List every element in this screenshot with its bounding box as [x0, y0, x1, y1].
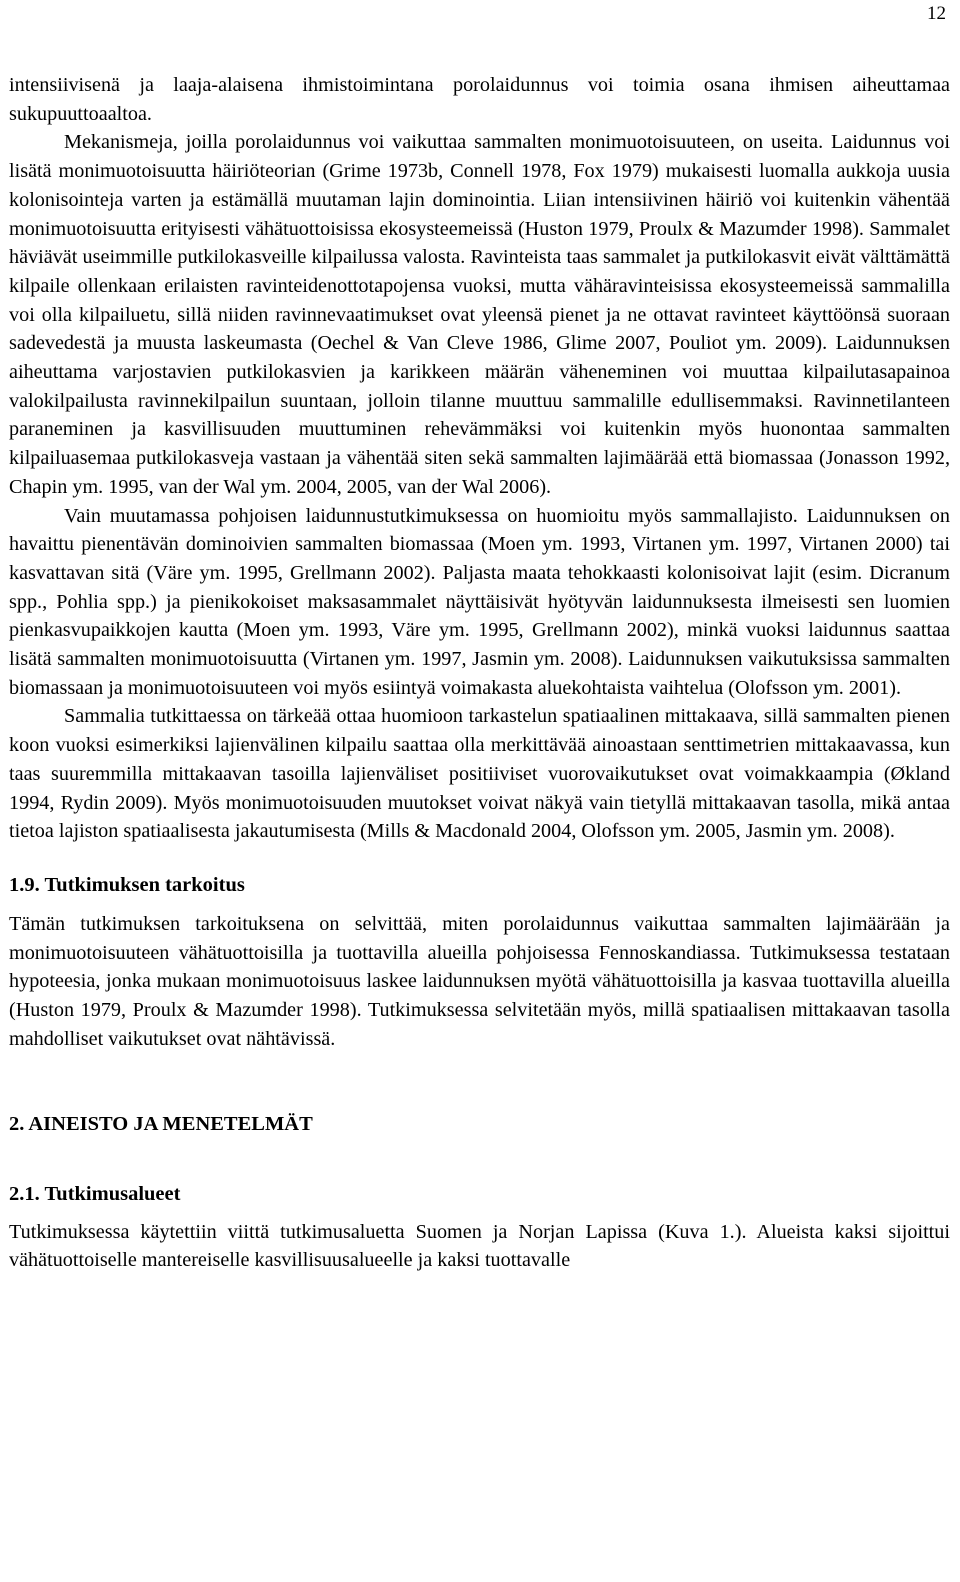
document-body [9, 71, 950, 1275]
paragraph-study-areas: Tutkimuksessa käytettiin viittä tutkimusaluetta Suomen ja Norjan Lapissa (Kuva 1.). Alueista kaksi sijoittui vähätuottoiselle mantereiselle kasvillisuusalueelle ja kaksi tuottavalle [9, 1220, 950, 1272]
page-number: 12 [927, 3, 946, 24]
paragraph-northern-studies: Vain muutamassa pohjoisen laidunnustutkimuksessa on huomioitu myös sammallajisto. Laidunnuksen on havaittu pienentävän dominoivien sammalten biomassaa (Moen ym. 1993, Virtanen ym. 1997, Virtanen 2000) tai kasvattavan sitä (Väre ym. 1995, Grellmann 2002). Paljasta maata tehokkaasti kolonisoivat lajit (esim. Dicranum spp., Pohlia spp.) ja pienikokoiset maksasammalet näyttäisivät hyötyvän laidunnuksesta ilmeisesti sen luomien pienkasvupaikkojen kautta (Moen ym. 1993, Väre ym. 1995, Grellmann 2002), minkä vuoksi laidunnus saattaa lisätä sammalten monimuotoisuutta (Virtanen ym. 1997, Jasmin ym. 2008). Laidunnuksen vaikutuksissa sammalten biomassaan ja monimuotoisuuteen voi myös esiintyä voimakasta aluekohtaista vaihtelua (Olofsson ym. 2001). [9, 504, 950, 699]
paragraph-extinction: intensiivisenä ja laaja-alaisena ihmistoimintana porolaidunnus voi toimia osana ihmisen aiheuttamaa sukupuuttoaaltoa. [9, 74, 950, 125]
paragraph-spatial-scale: Sammalia tutkittaessa on tärkeää ottaa huomioon tarkastelun spatiaalinen mittakaava, sillä sammalten pienen koon vuoksi esimerkiksi lajienvälinen kilpailu saattaa olla merkittävää ainoastaan senttimetrien mittakaavassa, kun taas suuremmilla mittakaavan tasoilla lajienväliset positiiviset vuorovaikutukset ovat voimakkaampia (Økland 1994, Rydin 2009). Myös monimuotoisuuden muutokset voivat näkyä vain tietyllä mittakaavan tasolla, mikä antaa tietoa lajiston spatiaalisesta jakautumisesta (Mills & Macdonald 2004, Olofsson ym. 2005, Jasmin ym. 2008). [9, 705, 950, 843]
chapter-heading-2: 2. AINEISTO JA MENETELMÄT [9, 1112, 313, 1135]
paragraph-study-purpose: Tämän tutkimuksen tarkoituksena on selvittää, miten porolaidunnus vaikuttaa sammalten lajimäärään ja monimuotoisuuteen vähätuottoisilla ja tuottavilla alueilla pohjoisessa Fennoskandiassa. Tutkimuksessa testataan hypoteesia, jonka mukaan monimuotoisuus laskee laidunnuksen myötä vähätuottoisilla ja kasvaa tuottavilla alueilla (Huston 1979, Proulx & Mazumder 1998). Tutkimuksessa selvitetään myös, millä spatiaalisen mittakaavan tasolla mahdolliset vaikutukset ovat nähtävissä. [9, 912, 950, 1050]
section-heading-2-1: 2.1. Tutkimusalueet [9, 1182, 181, 1205]
paragraph-mechanisms: Mekanismeja, joilla porolaidunnus voi vaikuttaa sammalten monimuotoisuuteen, on useita. Laidunnus voi lisätä monimuotoisuutta häiriöteorian (Grime 1973b, Connell 1978, Fox 1979) mukaisesti luomalla aukkoja uusia kolonisointeja varten ja estämällä muutaman lajin dominointia. Liian intensiivinen häiriö voi kuitenkin vähentää monimuotoisuutta erityisesti vähätuottoisissa ekosysteemeissä (Huston 1979, Proulx & Mazumder 1998). Sammalet häviävät useimmille putkilokasveille kilpailussa valosta. Ravinteista taas sammalet ja putkilokasvit eivät välttämättä kilpaile ollenkaan erilaisten ravinteidenottotapojensa vuoksi, mutta vähäravinteisissa ekosysteemeissä sammalilla voi olla kilpailuetu, sillä niiden ravinnevaatimukset ovat yleensä pienet ja ne ottavat ravinteet käyttöönsä suoraan sadevedestä ja muusta laskeumasta (Oechel & Van Cleve 1986, Glime 2007, Pouliot ym. 2009). Laidunnuksen aiheuttama varjostavien putkilokasvien ja karikkeen määrän väheneminen voi muuttaa kilpailutasapainoa valokilpailusta ravinnekilpailun suuntaan, jolloin tilanne muuttuu sammalille edullisemmaksi. Ravinnetilanteen paraneminen ja kasvillisuuden muuttuminen rehevämmäksi voi kuitenkin myös huonontaa sammalten kilpailuasemaa putkilokasveja vastaan ja vähentää siten sekä sammalten lajimäärää että biomassaa (Jonasson 1992, Chapin ym. 1995, van der Wal ym. 2004, 2005, van der Wal 2006). [9, 131, 950, 498]
section-heading-1-9: 1.9. Tutkimuksen tarkoitus [9, 873, 245, 896]
